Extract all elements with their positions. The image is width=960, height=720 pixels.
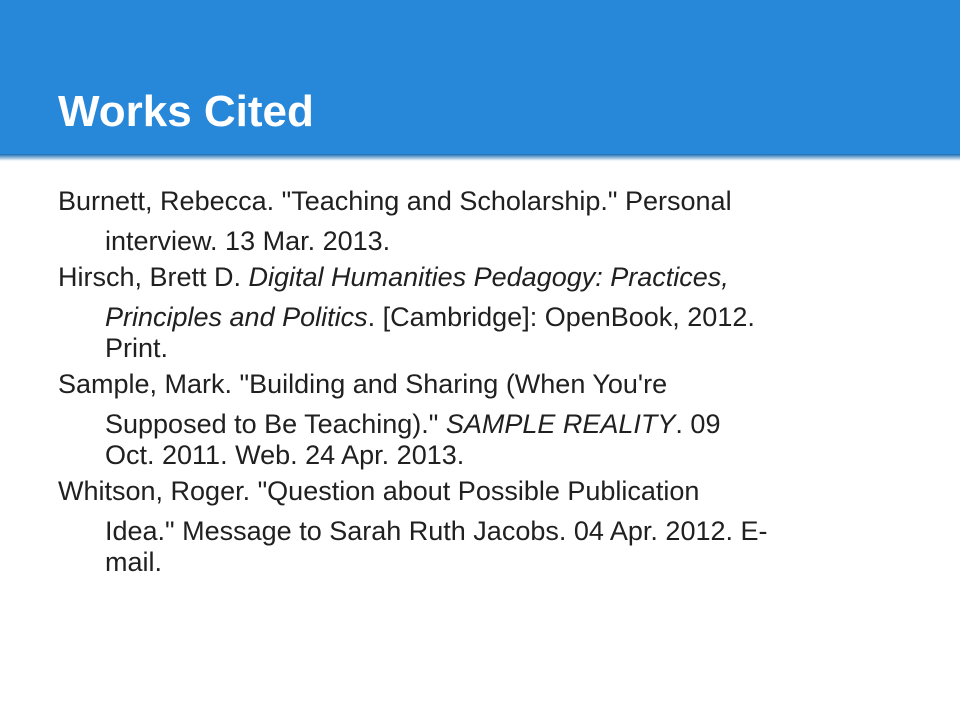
banner-shadow [0,154,960,161]
date-info: . 09 [675,409,721,439]
works-cited-list [58,181,908,578]
citation-line: Idea." Message to Sarah Ruth Jacobs. 04 Apr. 2012. E- [105,516,768,546]
article-title: Supposed to Be Teaching)." [105,409,446,439]
citation-line: mail. [105,547,163,577]
citation-line: Burnett, Rebecca. "Teaching and Scholarship." Personal [58,186,732,216]
citation-continuation [58,297,908,364]
book-title: Digital Humanities Pedagogy: Practices, [248,262,729,292]
citation-continuation [58,511,908,578]
citation-whitson [58,471,908,578]
citation-line: Print. [105,333,169,363]
citation-sample [58,364,908,471]
publication-info: . [Cambridge]: OpenBook, 2012. [367,302,755,332]
citation-hirsch [58,257,908,364]
slide-title: Works Cited [58,87,314,136]
citation-line: Whitson, Roger. "Question about Possible Publication [58,476,700,506]
citation-continuation [58,221,908,257]
citation-line: Oct. 2011. Web. 24 Apr. 2013. [105,440,465,470]
citation-line [105,302,908,333]
citation-burnett [58,181,908,257]
citation-line [58,257,908,297]
citation-line: interview. 13 Mar. 2013. [105,226,391,256]
site-title: SAMPLE REALITY [445,409,676,439]
citation-line [105,409,908,440]
book-title-cont: Principles and Politics [105,302,368,332]
citation-line: Sample, Mark. "Building and Sharing (When You're [58,369,668,399]
citation-continuation [58,404,908,471]
author: Hirsch, Brett D. [58,262,249,292]
